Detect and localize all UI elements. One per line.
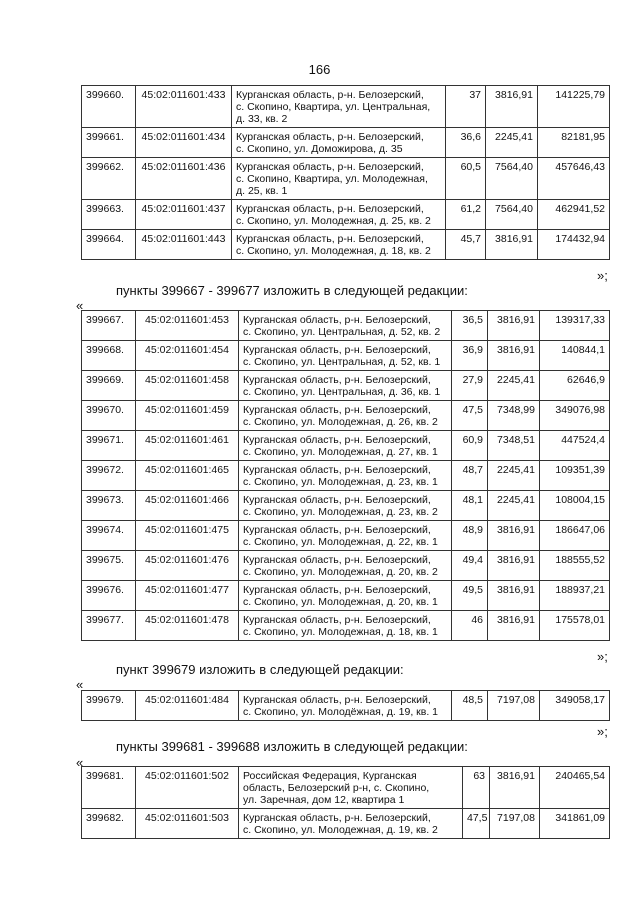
address-line: с. Скопино, ул. Молодежная, д. 18, кв. 2 <box>236 245 431 257</box>
address-line: Курганская область, р-н. Белозерский, <box>243 584 431 596</box>
unit-price: 3816,91 <box>490 767 540 809</box>
address-line: д. 33, кв. 2 <box>236 113 288 125</box>
unit-price: 3816,91 <box>488 581 540 611</box>
item-number: 399682. <box>82 809 136 839</box>
cadastral-number: 45:02:011601:502 <box>136 767 239 809</box>
address-line: Курганская область, р-н. Белозерский, <box>243 464 431 476</box>
address-line: с. Скопино, ул. Молодежная, д. 23, кв. 2 <box>243 506 438 518</box>
item-number: 399676. <box>82 581 136 611</box>
item-number: 399671. <box>82 431 136 461</box>
address-line: Курганская область, р-н. Белозерский, <box>236 161 424 173</box>
table-row <box>82 128 610 158</box>
item-number: 399670. <box>82 401 136 431</box>
area: 47,5 <box>463 809 490 839</box>
unit-price: 7197,08 <box>490 809 540 839</box>
cadastral-number: 45:02:011601:433 <box>136 86 232 128</box>
address <box>232 86 446 128</box>
item-number: 399664. <box>82 230 136 260</box>
close-quote-1: »; <box>597 268 608 283</box>
cadastral-value: 62646,9 <box>540 371 610 401</box>
address-line: Курганская область, р-н. Белозерский, <box>236 89 424 101</box>
unit-price: 7197,08 <box>488 691 540 721</box>
address-line: Курганская область, р-н. Белозерский, <box>243 494 431 506</box>
cadastral-number: 45:02:011601:459 <box>136 401 239 431</box>
address <box>239 767 463 809</box>
area: 49,5 <box>452 581 488 611</box>
address-line: с. Скопино, ул. Молодежная, д. 23, кв. 1 <box>243 476 438 488</box>
address <box>239 691 452 721</box>
address-line: с. Скопино, ул. Молодежная, д. 18, кв. 1 <box>243 626 438 638</box>
address <box>239 311 452 341</box>
address-line: с. Скопино, ул. Молодежная, д. 20, кв. 2 <box>243 566 438 578</box>
address-line: Курганская область, р-н. Белозерский, <box>243 434 431 446</box>
table-row <box>82 311 610 341</box>
cadastral-number: 45:02:011601:503 <box>136 809 239 839</box>
cadastral-number: 45:02:011601:458 <box>136 371 239 401</box>
table-row <box>82 521 610 551</box>
area: 48,1 <box>452 491 488 521</box>
cadastral-value: 240465,54 <box>540 767 610 809</box>
address-line: Курганская область, р-н. Белозерский, <box>243 344 431 356</box>
address-line: Курганская область, р-н. Белозерский, <box>243 554 431 566</box>
cadastral-number: 45:02:011601:478 <box>136 611 239 641</box>
address-line: с. Скопино, ул. Центральная, д. 52, кв. 2 <box>243 326 441 338</box>
area: 60,9 <box>452 431 488 461</box>
address-line: Курганская область, р-н. Белозерский, <box>243 812 431 824</box>
unit-price: 2245,41 <box>488 491 540 521</box>
area: 63 <box>463 767 490 809</box>
address-line: с. Скопино, ул. Молодежная, д. 19, кв. 2 <box>243 824 438 836</box>
address-line: с. Скопино, ул. Молодежная, д. 25, кв. 2 <box>236 215 431 227</box>
cadastral-value: 447524,4 <box>540 431 610 461</box>
address <box>239 611 452 641</box>
address-line: с. Скопино, Квартира, ул. Молодежная, <box>236 173 428 185</box>
unit-price: 3816,91 <box>488 521 540 551</box>
address <box>239 341 452 371</box>
area: 49,4 <box>452 551 488 581</box>
table-row <box>82 611 610 641</box>
address-line: Российская Федерация, Курганская <box>243 770 417 782</box>
unit-price: 3816,91 <box>486 86 538 128</box>
cadastral-value: 462941,52 <box>538 200 610 230</box>
open-quote-1: « <box>76 298 84 313</box>
cadastral-value: 341861,09 <box>540 809 610 839</box>
property-table-1 <box>81 85 610 260</box>
table-row <box>82 230 610 260</box>
address-line: Курганская область, р-н. Белозерский, <box>236 203 424 215</box>
address <box>239 431 452 461</box>
table-row <box>82 86 610 128</box>
address <box>239 401 452 431</box>
table-row <box>82 461 610 491</box>
unit-price: 3816,91 <box>488 341 540 371</box>
address-line: Курганская область, р-н. Белозерский, <box>243 374 431 386</box>
table-row <box>82 767 610 809</box>
table-row <box>82 809 610 839</box>
table-row <box>82 491 610 521</box>
cadastral-number: 45:02:011601:437 <box>136 200 232 230</box>
table-row <box>82 431 610 461</box>
cadastral-value: 188555,52 <box>540 551 610 581</box>
area: 45,7 <box>446 230 486 260</box>
cadastral-number: 45:02:011601:465 <box>136 461 239 491</box>
amendment-paragraph-3: пункты 399681 - 399688 изложить в следующей редакции: <box>116 739 468 754</box>
page-number: 166 <box>308 62 331 77</box>
property-table-4 <box>81 766 610 839</box>
cadastral-value: 82181,95 <box>538 128 610 158</box>
open-quote-2: « <box>76 677 84 692</box>
table-row <box>82 200 610 230</box>
address <box>232 230 446 260</box>
address-line: с. Скопино, ул. Молодежная, д. 26, кв. 2 <box>243 416 438 428</box>
cadastral-value: 349058,17 <box>540 691 610 721</box>
unit-price: 3816,91 <box>488 311 540 341</box>
unit-price: 2245,41 <box>486 128 538 158</box>
address-line: с. Скопино, ул. Молодёжная, д. 19, кв. 1 <box>243 706 439 718</box>
address <box>232 200 446 230</box>
address-line: Курганская область, р-н. Белозерский, <box>236 233 424 245</box>
area: 46 <box>452 611 488 641</box>
address <box>239 581 452 611</box>
address-line: с. Скопино, ул. Молодежная, д. 20, кв. 1 <box>243 596 438 608</box>
area: 61,2 <box>446 200 486 230</box>
area: 48,9 <box>452 521 488 551</box>
item-number: 399674. <box>82 521 136 551</box>
unit-price: 7348,51 <box>488 431 540 461</box>
cadastral-number: 45:02:011601:476 <box>136 551 239 581</box>
cadastral-number: 45:02:011601:475 <box>136 521 239 551</box>
address-line: Курганская область, р-н. Белозерский, <box>243 694 431 706</box>
address <box>239 461 452 491</box>
cadastral-value: 109351,39 <box>540 461 610 491</box>
address <box>232 128 446 158</box>
cadastral-number: 45:02:011601:484 <box>136 691 239 721</box>
cadastral-value: 186647,06 <box>540 521 610 551</box>
address-line: Курганская область, р-н. Белозерский, <box>236 131 424 143</box>
item-number: 399669. <box>82 371 136 401</box>
item-number: 399677. <box>82 611 136 641</box>
address-line: Курганская область, р-н. Белозерский, <box>243 314 431 326</box>
property-table-3 <box>81 690 610 721</box>
item-number: 399681. <box>82 767 136 809</box>
cadastral-number: 45:02:011601:443 <box>136 230 232 260</box>
amendment-paragraph-2: пункт 399679 изложить в следующей редакции: <box>116 662 404 677</box>
unit-price: 7564,40 <box>486 200 538 230</box>
address <box>232 158 446 200</box>
address <box>239 371 452 401</box>
address-line: Курганская область, р-н. Белозерский, <box>243 614 431 626</box>
close-quote-3: »; <box>597 724 608 739</box>
cadastral-value: 188937,21 <box>540 581 610 611</box>
item-number: 399668. <box>82 341 136 371</box>
cadastral-value: 139317,33 <box>540 311 610 341</box>
cadastral-value: 140844,1 <box>540 341 610 371</box>
table-row <box>82 158 610 200</box>
address-line: ул. Заречная, дом 12, квартира 1 <box>243 794 405 806</box>
table-row <box>82 371 610 401</box>
amendment-paragraph-1: пункты 399667 - 399677 изложить в следующей редакции: <box>116 283 468 298</box>
item-number: 399661. <box>82 128 136 158</box>
unit-price: 2245,41 <box>488 371 540 401</box>
address-line: с. Скопино, ул. Центральная, д. 36, кв. 1 <box>243 386 441 398</box>
cadastral-number: 45:02:011601:434 <box>136 128 232 158</box>
open-quote-3: « <box>76 755 84 770</box>
area: 60,5 <box>446 158 486 200</box>
table-row <box>82 551 610 581</box>
item-number: 399667. <box>82 311 136 341</box>
close-quote-2: »; <box>597 649 608 664</box>
address-line: область, Белозерский р-н, с. Скопино, <box>243 782 430 794</box>
property-table-2 <box>81 310 610 641</box>
address-line: д. 25, кв. 1 <box>236 185 288 197</box>
address-line: с. Скопино, ул. Центральная, д. 52, кв. 1 <box>243 356 441 368</box>
item-number: 399679. <box>82 691 136 721</box>
address <box>239 809 463 839</box>
cadastral-value: 349076,98 <box>540 401 610 431</box>
address <box>239 521 452 551</box>
unit-price: 3816,91 <box>488 611 540 641</box>
area: 48,7 <box>452 461 488 491</box>
address-line: Курганская область, р-н. Белозерский, <box>243 404 431 416</box>
table-row <box>82 581 610 611</box>
cadastral-value: 108004,15 <box>540 491 610 521</box>
address-line: с. Скопино, ул. Молодежная, д. 27, кв. 1 <box>243 446 438 458</box>
unit-price: 3816,91 <box>488 551 540 581</box>
cadastral-value: 457646,43 <box>538 158 610 200</box>
address <box>239 551 452 581</box>
item-number: 399672. <box>82 461 136 491</box>
item-number: 399662. <box>82 158 136 200</box>
table-row <box>82 341 610 371</box>
item-number: 399660. <box>82 86 136 128</box>
unit-price: 2245,41 <box>488 461 540 491</box>
cadastral-number: 45:02:011601:454 <box>136 341 239 371</box>
cadastral-number: 45:02:011601:453 <box>136 311 239 341</box>
item-number: 399675. <box>82 551 136 581</box>
cadastral-number: 45:02:011601:436 <box>136 158 232 200</box>
cadastral-value: 175578,01 <box>540 611 610 641</box>
area: 37 <box>446 86 486 128</box>
cadastral-value: 141225,79 <box>538 86 610 128</box>
unit-price: 7348,99 <box>488 401 540 431</box>
area: 36,6 <box>446 128 486 158</box>
unit-price: 7564,40 <box>486 158 538 200</box>
cadastral-value: 174432,94 <box>538 230 610 260</box>
address-line: с. Скопино, ул. Доможирова, д. 35 <box>236 143 403 155</box>
item-number: 399673. <box>82 491 136 521</box>
area: 36,5 <box>452 311 488 341</box>
table-row <box>82 401 610 431</box>
address-line: с. Скопино, ул. Молодежная, д. 22, кв. 1 <box>243 536 438 548</box>
area: 47,5 <box>452 401 488 431</box>
unit-price: 3816,91 <box>486 230 538 260</box>
address-line: с. Скопино, Квартира, ул. Центральная, <box>236 101 431 113</box>
address-line: Курганская область, р-н. Белозерский, <box>243 524 431 536</box>
cadastral-number: 45:02:011601:466 <box>136 491 239 521</box>
cadastral-number: 45:02:011601:461 <box>136 431 239 461</box>
item-number: 399663. <box>82 200 136 230</box>
area: 27,9 <box>452 371 488 401</box>
address <box>239 491 452 521</box>
area: 36,9 <box>452 341 488 371</box>
table-row <box>82 691 610 721</box>
cadastral-number: 45:02:011601:477 <box>136 581 239 611</box>
area: 48,5 <box>452 691 488 721</box>
